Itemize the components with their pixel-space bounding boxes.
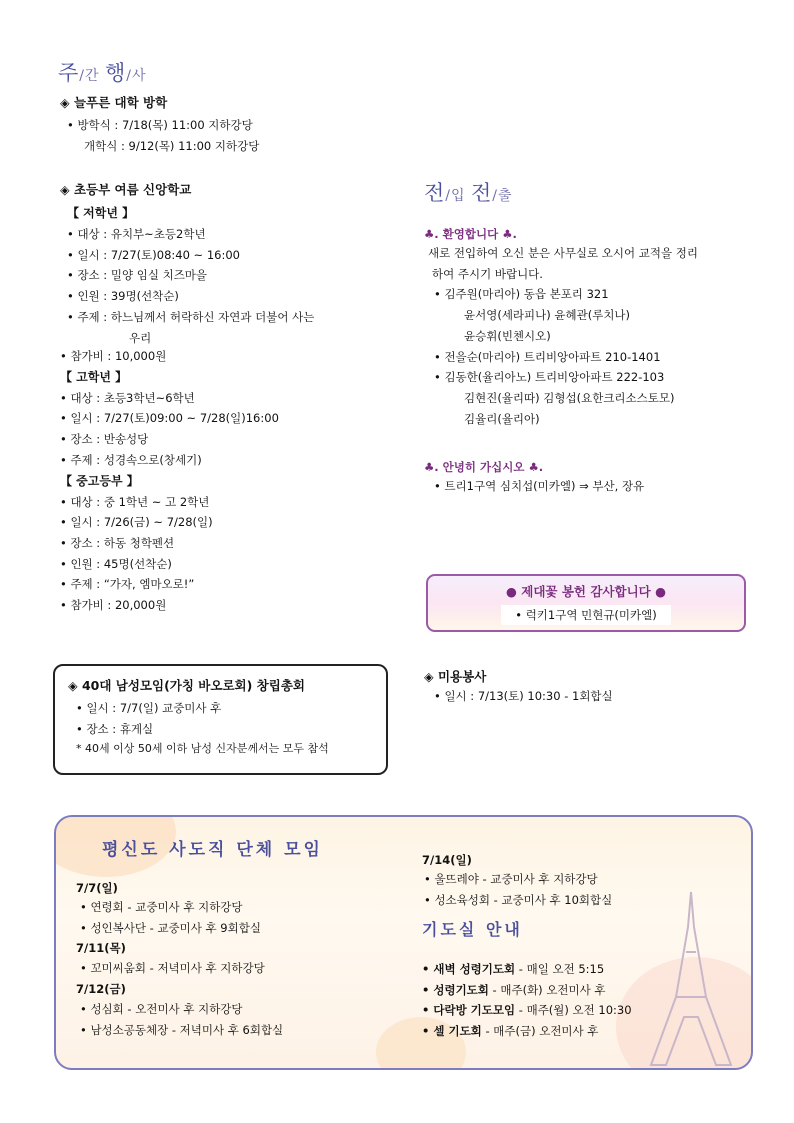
farewell-heading: ♣. 안녕히 가십시오 ♣. [424, 460, 544, 474]
fee-line: • 참가비 : 10,000원 [60, 349, 167, 363]
lay-apostolate-title: 평신도 사도직 단체 모임 [102, 840, 323, 860]
weekly-events-title: 주/간 행/사 [58, 61, 147, 85]
welcome-heading: ♣. 환영합니다 ♣. [424, 227, 517, 241]
list-item: • 성심회 - 오전미사 후 지하강당 [80, 1002, 243, 1017]
summer-school-heading: ◈ 초등부 여름 신앙학교 [60, 182, 192, 197]
list-item: • 대상 : 초등3학년~6학년 [60, 390, 195, 405]
moves-title: 전/입 전/출 [424, 181, 513, 205]
list-item: • 대상 : 유치부~초등2학년 [67, 227, 206, 241]
list-item: • 일시 : 7/26(금) ~ 7/28(일) [60, 515, 213, 530]
list-item: • 성인복사단 - 교중미사 후 9회합실 [80, 920, 261, 935]
men-meeting-box [53, 664, 388, 775]
list-item: 윤서영(세라피나) 윤혜관(루치나) [464, 308, 631, 323]
eiffel-tower-icon [646, 887, 736, 1067]
beauty-heading: ◈ 미용봉사 [424, 669, 487, 684]
welcome-text: 하여 주시기 바랍니다. [432, 266, 543, 281]
list-item: 윤승휘(빈첸시오) [464, 328, 551, 343]
list-item: • 장소 : 반송성당 [60, 432, 149, 447]
schedule-left [76, 879, 283, 1041]
list-item: • 전을순(마리아) 트리비앙아파트 210-1401 [434, 349, 661, 364]
list-item: • 일시 : 7/7(일) 교중미사 후 [76, 701, 222, 715]
list-item: • 성소육성회 - 교중미사 후 10회합실 [424, 892, 613, 907]
low-grade-label: 【 저학년 】 [67, 206, 135, 220]
prayer-item: • 셀 기도회 - 매주(금) 오전미사 후 [422, 1024, 599, 1039]
list-item: • 김주원(마리아) 동읍 본포리 321 [434, 287, 609, 302]
list-item: • 울뜨레야 - 교중미사 후 지하강당 [424, 872, 598, 886]
list-item: • 대상 : 중 1학년 ~ 고 2학년 [60, 494, 210, 509]
schedule-date: 7/14(일) [422, 853, 472, 867]
list-item: 개학식 : 9/12(목) 11:00 지하강당 [84, 138, 260, 153]
list-item: • 일시 : 7/27(토)09:00 ~ 7/28(일)16:00 [60, 411, 279, 426]
prayer-room-title: 기도실 안내 [422, 920, 523, 939]
list-item: • 장소 : 밀양 임실 치즈마을 [67, 268, 208, 283]
list-item: • 꼬미씨움회 - 저녁미사 후 지하강당 [80, 961, 265, 976]
men-meeting-note: * 40세 이상 50세 이하 남성 신자분께서는 모두 참석 [76, 742, 329, 756]
vacation-list [67, 115, 259, 156]
thanks-title: ● 제대꽃 봉헌 감사합니다 ● [506, 584, 666, 599]
list-item: • 장소 : 휴게실 [76, 721, 154, 736]
farewell-block [424, 458, 644, 497]
high-grade-block [60, 346, 279, 616]
list-item: • 장소 : 하동 청학펜션 [60, 535, 175, 550]
prayer-item: • 성령기도회 - 매주(화) 오전미사 후 [422, 982, 606, 997]
prayer-list [422, 959, 632, 1042]
welcome-text: 새로 전입하여 오신 분은 사무실로 오시어 교적을 정리 [428, 246, 698, 260]
list-item: 우리 [129, 330, 152, 345]
welcome-block [424, 225, 698, 429]
list-item: • 참가비 : 20,000원 [60, 598, 167, 613]
prayer-item: • 다락방 기도모임 - 매주(월) 오전 10:30 [422, 1003, 632, 1018]
vacation-heading: ◈ 늘푸른 대학 방학 [60, 95, 168, 110]
list-item: 김율리(율리아) [464, 411, 540, 426]
list-item: • 방학식 : 7/18(목) 11:00 지하강당 [67, 118, 253, 132]
schedule-right [422, 851, 612, 910]
list-item: • 인원 : 39명(선착순) [67, 289, 179, 304]
list-item: • 인원 : 45명(선착순) [60, 556, 172, 571]
thanks-banner [426, 574, 746, 632]
schedule-date: 7/11(목) [76, 941, 126, 956]
list-item: • 일시 : 7/27(토)08:40 ~ 16:00 [67, 247, 240, 262]
list-item: • 연령회 - 교중미사 후 지하강당 [80, 900, 243, 914]
men-meeting-heading: ◈ 40대 남성모임(가칭 바오로회) 창립총회 [68, 678, 305, 693]
high-grade-label: 【 고학년 】 [60, 369, 128, 384]
list-item: • 주제 : “가자, 엠마오로!” [60, 577, 195, 592]
prayer-item: • 새벽 성령기도회 - 매일 오전 5:15 [422, 962, 605, 976]
schedule-date: 7/7(일) [76, 881, 118, 895]
list-item: 김현진(율리따) 김형섭(요한크리소스토모) [464, 390, 675, 405]
list-item: • 주제 : 성경속으로(창세기) [60, 452, 202, 467]
list-item: • 트리1구역 심치섭(미카엘) ⇒ 부산, 장유 [434, 479, 645, 493]
list-item: • 주제 : 하느님께서 허락하신 자연과 더불어 사는 [67, 309, 315, 324]
middle-high-label: 【 중고등부 】 [60, 473, 139, 488]
lay-apostolate-box [54, 815, 753, 1070]
low-grade-block [67, 203, 314, 348]
list-item: • 김동한(율리아노) 트리비앙아파트 222-103 [434, 370, 665, 385]
list-item: • 남성소공동체장 - 저녁미사 후 6회합실 [80, 1022, 284, 1037]
schedule-date: 7/12(금) [76, 982, 126, 997]
thanks-name: • 럭키1구역 민현규(미카엘) [501, 605, 671, 625]
beauty-item: • 일시 : 7/13(토) 10:30 - 1회합실 [434, 689, 613, 703]
